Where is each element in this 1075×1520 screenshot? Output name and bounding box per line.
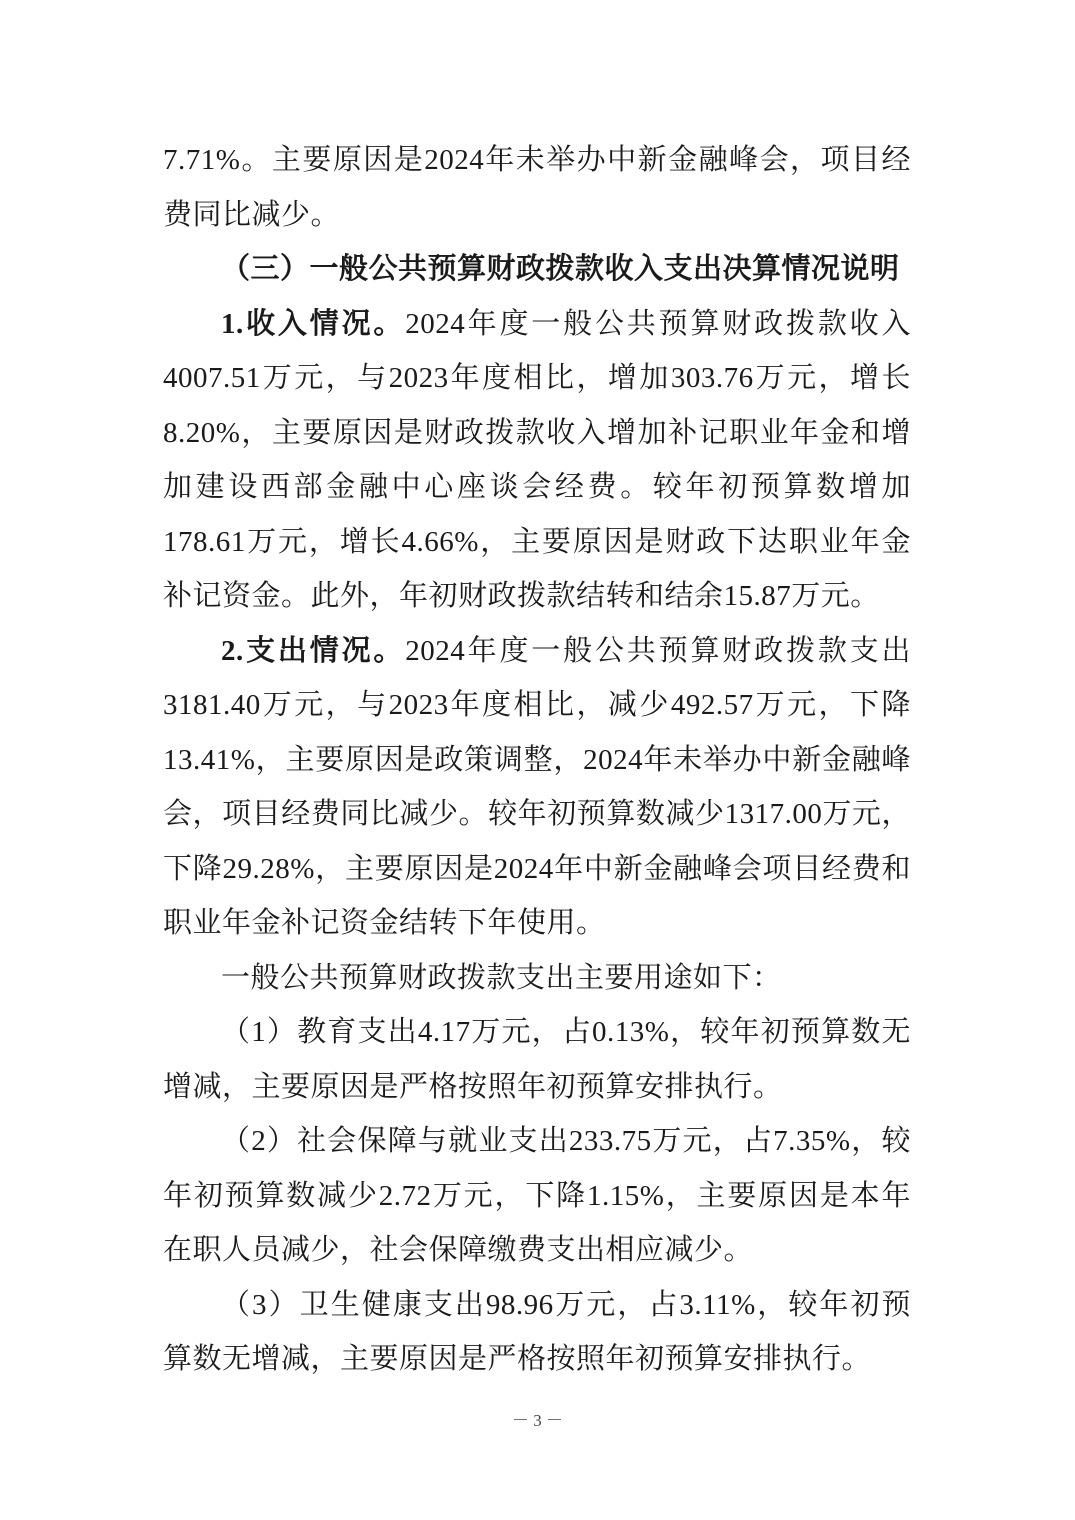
expense-lead: 2.支出情况。	[221, 634, 406, 667]
paragraph-continuation: 7.71%。主要原因是2024年未举办中新金融峰会，项目经费同比减少。	[163, 144, 911, 231]
income-body: 2024年度一般公共预算财政拨款收入4007.51万元，与2023年度相比，增加303.76万元，增长8.20%，主要原因是财政拨款收入增加补记职业年金和增加建设西部金融中心座谈会经费。较年初预算数增加178.61万元，增长4.66%，主要原因是财政下达职业年金补记资金。此外，年初财政拨款结转和结余15.87万元。	[163, 307, 911, 612]
income-lead: 1.收入情况。	[221, 307, 406, 340]
paragraph-social-security: （2）社会保障与就业支出233.75万元，占7.35%，较年初预算数减少2.72万元，下降1.15%，主要原因是本年在职人员减少，社会保障缴费支出相应减少。	[163, 1125, 911, 1266]
paragraph-expense	[163, 624, 911, 951]
paragraph-health: （3）卫生健康支出98.96万元，占3.11%，较年初预算数无增减，主要原因是严格按照年初预算安排执行。	[163, 1288, 911, 1375]
page-number: － 3 －	[512, 1411, 563, 1430]
paragraph-income	[163, 297, 911, 624]
paragraph-usage-intro: 一般公共预算财政拨款支出主要用途如下：	[221, 961, 782, 994]
paragraph-education: （1）教育支出4.17万元，占0.13%，较年初预算数无增减，主要原因是严格按照年初预算安排执行。	[163, 1016, 911, 1103]
expense-body: 2024年度一般公共预算财政拨款支出3181.40万元，与2023年度相比，减少492.57万元，下降13.41%，主要原因是政策调整，2024年未举办中新金融峰会，项目经费同比减少。较年初预算数减少1317.00万元，下降29.28%，主要原因是2024年中新金融峰会项目经费和职业年金补记资金结转下年使用。	[163, 634, 911, 939]
section-heading: （三）一般公共预算财政拨款收入支出决算情况说明	[221, 253, 900, 285]
document-body	[163, 133, 911, 1387]
